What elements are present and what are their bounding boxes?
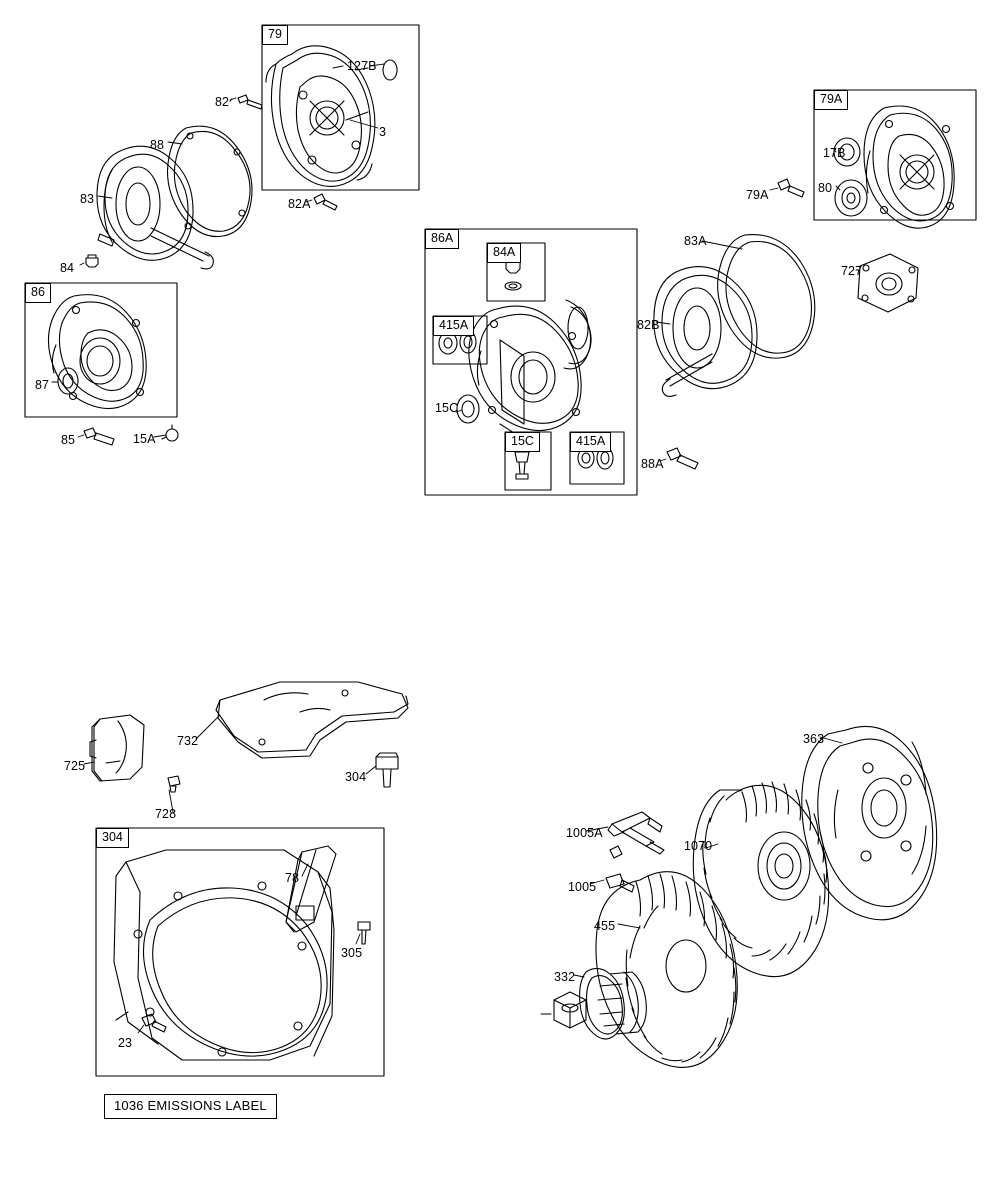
callout-3-top: 3 [379, 125, 387, 139]
part-82b-screw [778, 179, 804, 197]
part-79-crankcase-cover [266, 46, 397, 187]
callout-84: 84 [60, 261, 75, 275]
callout-727: 725 [64, 759, 86, 773]
callout-455: 332 [554, 970, 576, 984]
part-1005-fan [596, 872, 737, 1068]
part-23-flywheel [802, 726, 937, 919]
group-label-415a-upper: 415A [433, 316, 474, 336]
callout-83: 83 [80, 192, 95, 206]
callout-23: 363 [803, 732, 825, 746]
group-label-79a: 79A [814, 90, 848, 110]
part-87a-seal [457, 395, 479, 423]
callout-363: 1005A [566, 826, 603, 840]
group-label-86a: 86A [425, 229, 459, 249]
callout-3-right: 17B [823, 146, 846, 160]
part-732-clip [168, 776, 180, 792]
callout-78: 305 [341, 946, 363, 960]
group-label-304: 304 [96, 828, 129, 848]
part-1005a-fan [693, 782, 828, 977]
part-88a-gasket [718, 235, 815, 359]
callout-88a: 83A [684, 234, 707, 248]
callout-85: 85 [61, 433, 76, 447]
callout-305: 23 [118, 1036, 133, 1050]
part-83-crankshaft [97, 146, 213, 269]
group-label-415a-lower: 415A [570, 432, 611, 452]
part-305-bolt [142, 1014, 166, 1032]
part-455-starter-cup [580, 968, 647, 1039]
emissions-label: 1036 EMISSIONS LABEL [104, 1094, 277, 1119]
callout-80: 727 [841, 264, 863, 278]
callout-83a: 82B [637, 318, 660, 332]
callout-87a: 15C [435, 401, 459, 415]
callout-82a: 82A [288, 197, 311, 211]
part-82a-screw [314, 194, 337, 210]
callout-732: 728 [155, 807, 177, 821]
callout-728: 304 [345, 770, 367, 784]
part-79a-cover [864, 106, 954, 228]
part-37-plate [286, 846, 336, 932]
part-304-blower-housing [114, 850, 334, 1060]
part-15a-plug [162, 425, 178, 441]
callout-15a: 15A [133, 432, 156, 446]
callout-17b: 80 [818, 181, 833, 195]
part-78-screw [358, 922, 370, 944]
callout-82: 82 [215, 95, 230, 109]
part-85a-bolt [667, 448, 698, 469]
callout-37: 78 [285, 871, 300, 885]
callout-127b: 127B [347, 59, 377, 73]
group-label-84a: 84A [487, 243, 521, 263]
part-725-shroud [216, 682, 408, 758]
part-84-plug [86, 255, 98, 267]
part-80-flange [858, 254, 918, 312]
group-label-79: 79 [262, 25, 288, 45]
callout-1005: 455 [594, 919, 616, 933]
group-label-15c: 15C [505, 432, 540, 452]
callout-87: 87 [35, 378, 50, 392]
part-86-sump [48, 295, 146, 409]
callout-82b: 79A [746, 188, 769, 202]
callout-1005a: 1070 [684, 839, 713, 853]
group-box-86a [425, 229, 637, 495]
part-88-gasket [168, 126, 253, 236]
part-15c-plug [515, 452, 529, 479]
part-17b-bearing [835, 180, 867, 216]
part-85-bolt [84, 428, 114, 445]
part-728-bolt [376, 753, 398, 787]
callout-1070: 1005 [568, 880, 597, 894]
part-727-cover [90, 715, 144, 781]
callout-725: 732 [177, 734, 199, 748]
part-82-screw [230, 95, 262, 109]
part-363-linkage [608, 812, 664, 858]
callout-85a: 88A [641, 457, 664, 471]
callout-88: 88 [150, 138, 165, 152]
group-label-86: 86 [25, 283, 51, 303]
